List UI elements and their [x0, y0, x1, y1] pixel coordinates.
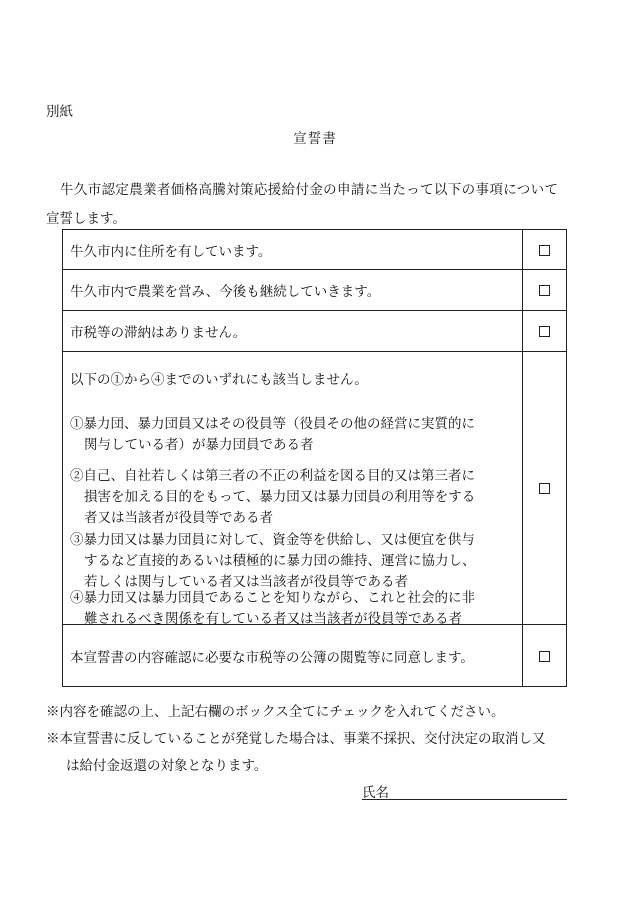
exclusion-item-2-line-3: 者又は当該者が役員等である者 — [84, 510, 273, 526]
note-check-all: ※内容を確認の上、上記右欄のボックス全てにチェックを入れてください。 — [46, 704, 505, 720]
exclusion-item-1-line-2: 関与している者）が暴力団員である者 — [84, 437, 314, 453]
exclusion-item-1 — [70, 414, 510, 456]
exclusion-item-2 — [70, 466, 510, 529]
intro-line-1: 牛久市認定農業者価格高騰対策応援給付金の申請に当たって以下の事項について — [60, 182, 559, 198]
table-row — [63, 230, 567, 270]
residence-checkbox[interactable] — [539, 245, 550, 256]
consent-checkbox[interactable] — [539, 651, 550, 662]
checkbox-cell — [523, 270, 567, 311]
row-text-tax: 市税等の滞納はありません。 — [63, 311, 523, 352]
exclusion-item-2-line-1: ②自己、自社若しくは第三者の不正の利益を図る目的又は第三者に — [70, 468, 475, 484]
intro-paragraph — [46, 176, 596, 234]
document-title: 宣誓書 — [293, 131, 337, 147]
exclusion-item-4-line-1: ④暴力団又は暴力団員であることを知りながら、これと社会的に非 — [70, 590, 475, 606]
exclusion-item-1-line-1: ①暴力団、暴力団員又はその役員等（役員その他の経営に実質的に — [70, 416, 475, 432]
signature-label: 氏名 — [362, 785, 389, 801]
intro-line-2: 宣誓します。 — [46, 211, 126, 227]
exclusion-item-3-line-1: ③暴力団又は暴力団員に対して、資金等を供給し、又は便宜を供与 — [70, 532, 475, 548]
exclusion-item-4-line-2: 難されるべき関係を有している者又は当該者が役員等である者 — [84, 611, 462, 627]
table-row — [63, 270, 567, 311]
exclusion-cell — [63, 352, 523, 625]
tax-checkbox[interactable] — [539, 326, 550, 337]
exclusion-item-4 — [70, 588, 510, 630]
checkbox-cell — [523, 230, 567, 270]
declaration-table — [62, 229, 567, 687]
row-text-residence: 牛久市内に住所を有しています。 — [63, 230, 523, 270]
table-row — [63, 352, 567, 625]
checkbox-cell — [523, 311, 567, 352]
exclusion-item-3-line-2: するなど直接的あるいは積極的に暴力団の維持、運営に協力し、 — [84, 553, 476, 569]
table-row — [63, 311, 567, 352]
farming-checkbox[interactable] — [539, 285, 550, 296]
row-text-consent: 本宣誓書の内容確認に必要な市税等の公簿の閲覧等に同意します。 — [63, 625, 523, 687]
note-violation-line-1: ※本宣誓書に反していることが発覚した場合は、事業不採択、交付決定の取消し又 — [46, 731, 546, 747]
row-text-farming: 牛久市内で農業を営み、今後も継続していきます。 — [63, 270, 523, 311]
table-row — [63, 625, 567, 687]
exclusion-item-2-line-2: 損害を加える目的をもって、暴力団又は暴力団員の利用等をする — [84, 489, 476, 505]
exclusion-item-3-line-3: 若しくは関与している者又は当該者が役員等である者 — [84, 574, 408, 590]
checkbox-cell — [523, 625, 567, 687]
exclusion-item-3 — [70, 530, 510, 593]
checkbox-cell — [523, 352, 567, 625]
attachment-label: 別紙 — [46, 104, 73, 120]
signature-field[interactable] — [362, 781, 567, 800]
exclusion-checkbox[interactable] — [539, 483, 550, 494]
exclusion-lead: 以下の①から④までのいずれにも該当しません。 — [70, 372, 368, 388]
notes — [46, 699, 606, 780]
note-violation-line-2: は給付金返還の対象となります。 — [66, 758, 268, 774]
